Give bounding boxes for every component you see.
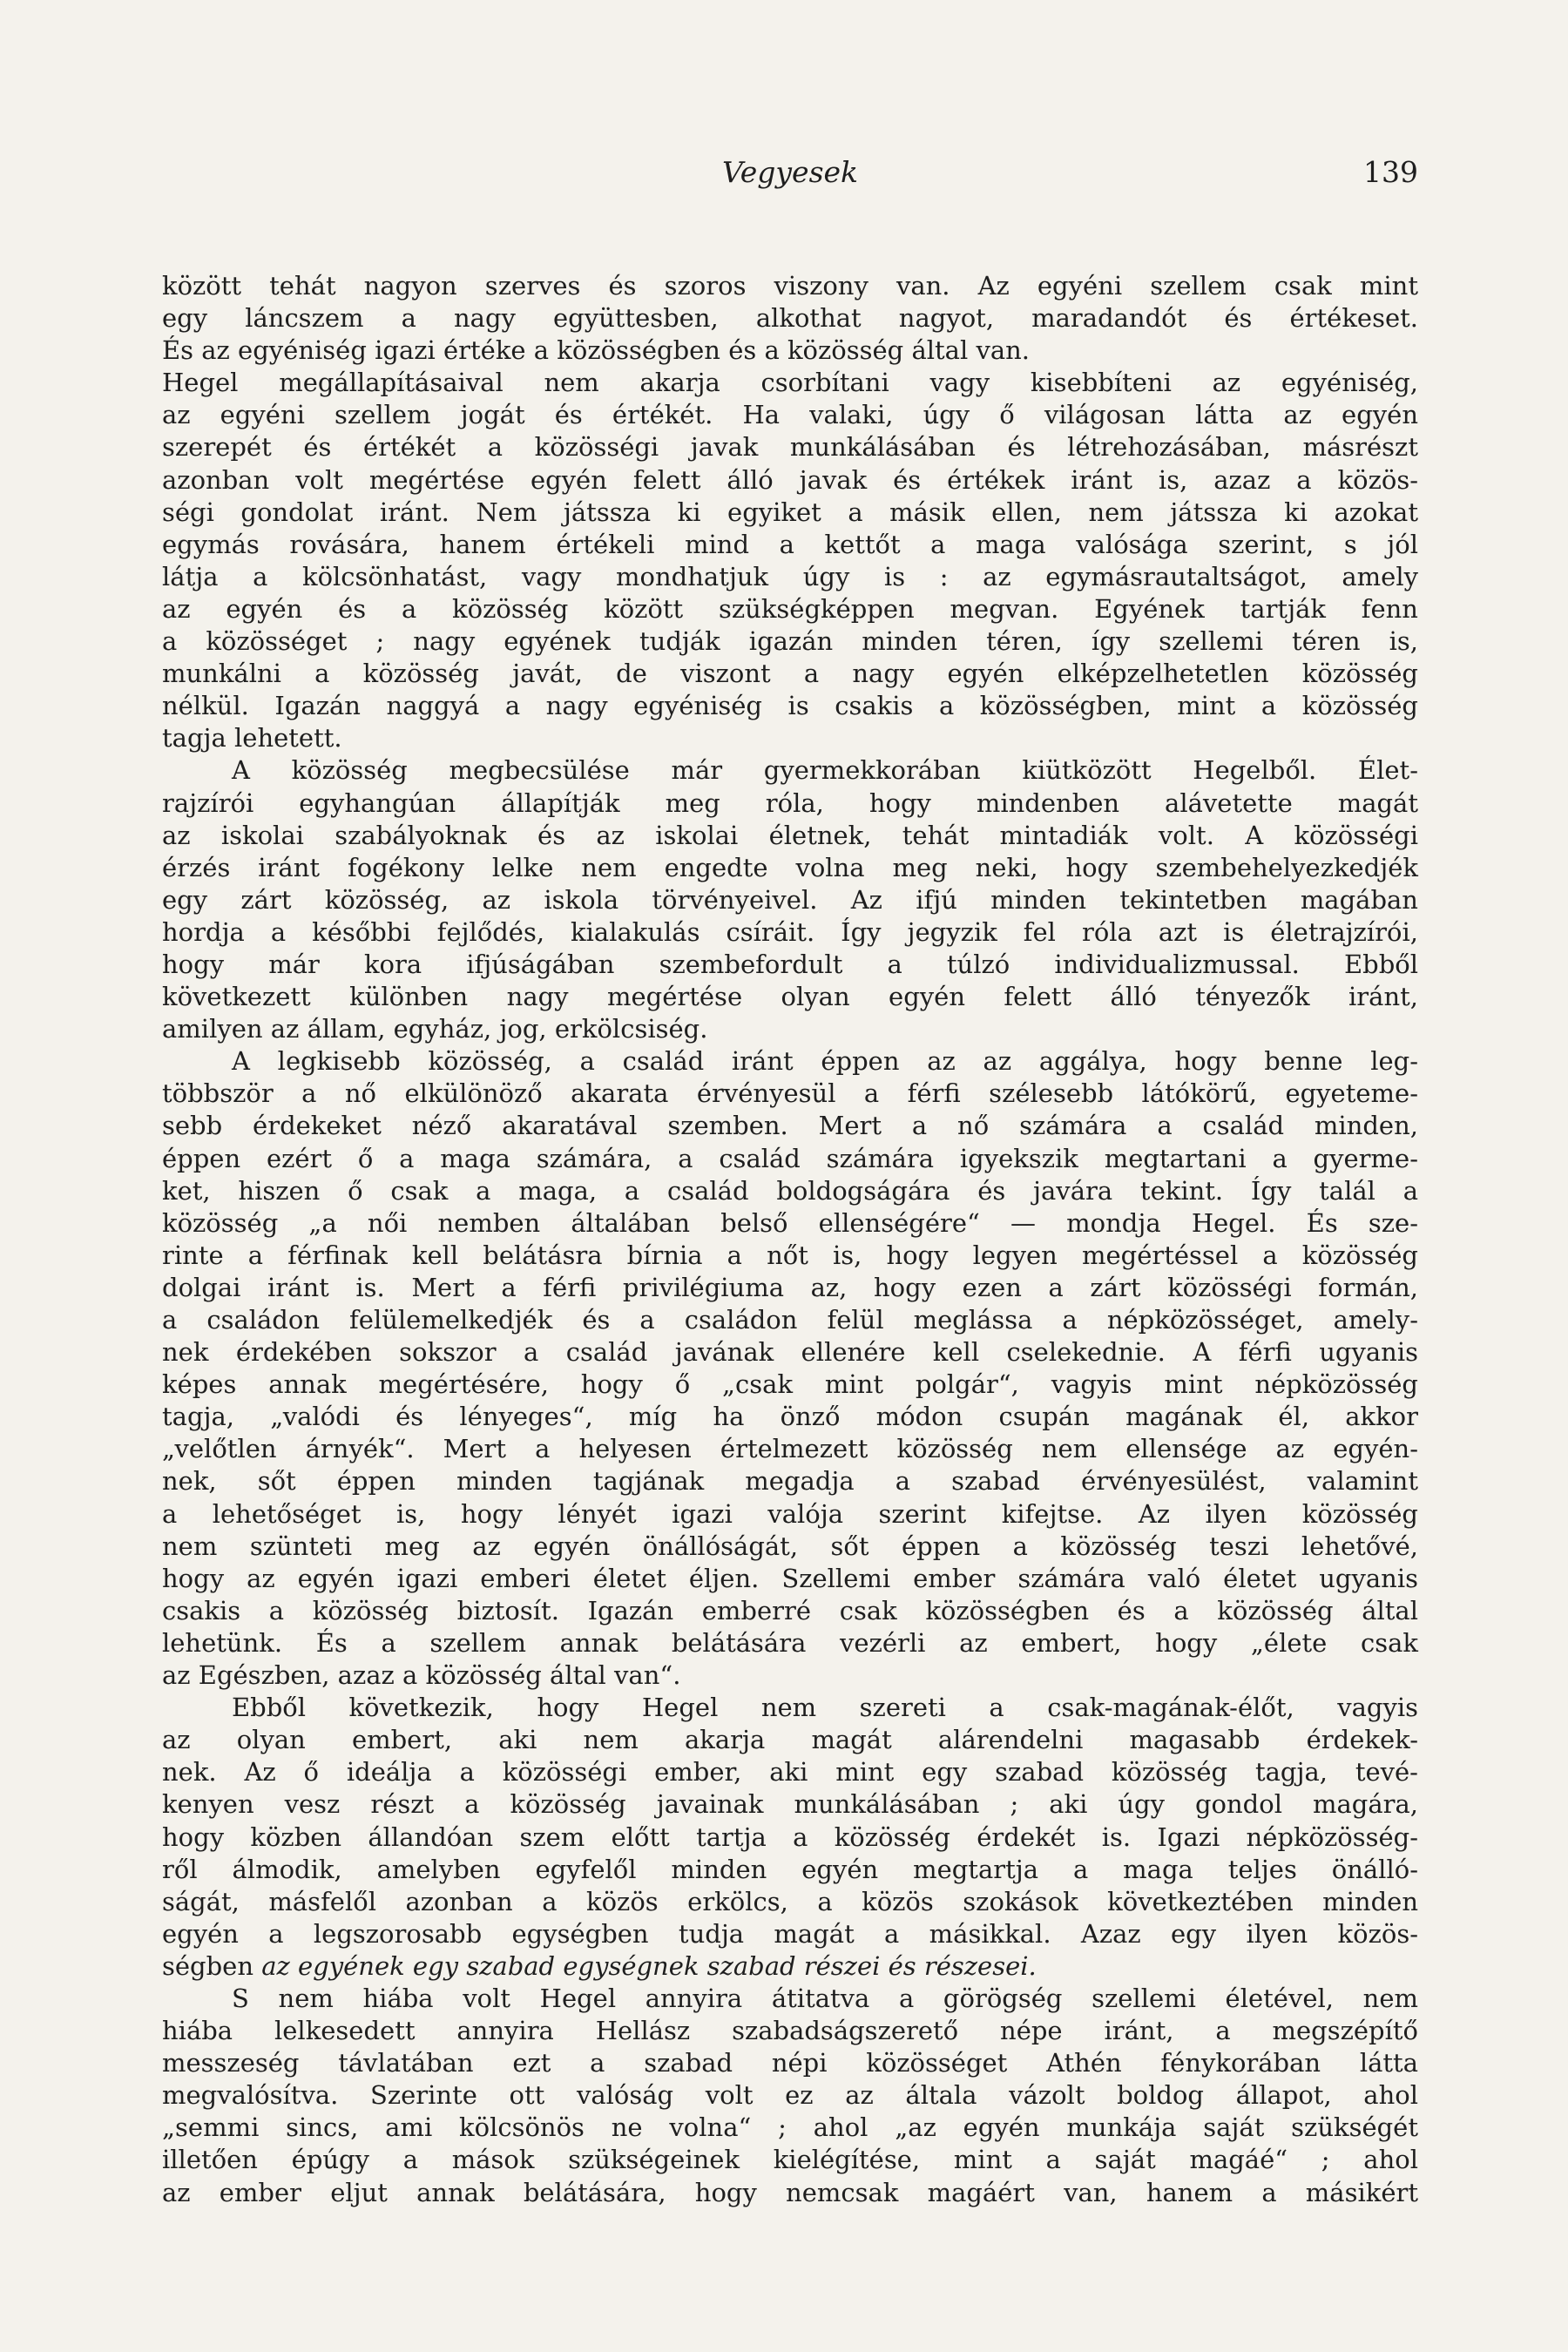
text-line-content: ről álmodik, amelyben egyfelől minden egyén megtartja a maga teljes önálló- — [162, 1854, 1418, 1884]
text-line-content: érzés iránt fogékony lelke nem engedte volna meg neki, hogy szembehelyezkedjék — [162, 852, 1418, 882]
text-line — [162, 1756, 1418, 1788]
text-line — [162, 1724, 1418, 1756]
text-line — [162, 1950, 1418, 1983]
text-line — [162, 1304, 1418, 1336]
text-line — [162, 2177, 1418, 2209]
text-line-content: rinte a férfinak kell belátásra bírnia a nőt is, hogy legyen megértéssel a közösség — [162, 1240, 1418, 1270]
text-line-content: nek. Az ő ideálja a közösségi ember, aki mint egy szabad közösség tagja, tevé- — [162, 1757, 1418, 1788]
text-line-content: megvalósítva. Szerinte ott valóság volt ez az általa vázolt boldog állapot, ahol — [162, 2080, 1418, 2111]
text-line — [162, 302, 1418, 335]
text-line — [162, 2015, 1418, 2047]
text-line-content: „semmi sincs, ami kölcsönös ne volna“ ; ahol „az egyén munkája saját szükségét — [162, 2112, 1418, 2143]
text-line — [162, 1918, 1418, 1950]
text-line — [162, 593, 1418, 625]
text-line-content: hogy közben állandóan szem előtt tartja a közösség érdekét is. Igazi népközösség- — [162, 1821, 1418, 1852]
text-line-content: látja a kölcsönhatást, vagy mondhatjuk úgy is : az egymásrautaltságot, amely — [162, 561, 1418, 591]
text-line — [162, 1045, 1418, 1078]
text-line-content: lehetünk. És a szellem annak belátására vezérli az embert, hogy „élete csak — [162, 1627, 1418, 1658]
text-line-content: hogy már kora ifjúságában szembefordult a túlzó individualizmussal. Ebből — [162, 949, 1418, 979]
text-line — [162, 625, 1418, 658]
text-line-content: A legkisebb közösség, a család iránt éppen az az aggálya, hogy benne leg- — [232, 1046, 1418, 1077]
page-header — [162, 155, 1418, 190]
text-line — [162, 1595, 1418, 1627]
text-line — [162, 2079, 1418, 2112]
text-line — [162, 1336, 1418, 1369]
text-line-content: sebb érdekeket néző akaratával szemben. Mert a nő számára a család minden, — [162, 1111, 1418, 1141]
body-text — [162, 270, 1418, 2209]
text-line — [162, 1886, 1418, 1918]
text-line — [162, 1659, 1418, 1692]
text-line-content: ket, hiszen ő csak a maga, a család boldogságára és javára tekint. Így talál a — [162, 1175, 1418, 1206]
text-line-content: egyén a legszorosabb egységben tudja magát a másikkal. Azaz egy ilyen közös- — [162, 1918, 1418, 1949]
text-line — [162, 1272, 1418, 1304]
text-line-content: A közösség megbecsülése már gyermekkorában kiütközött Hegelből. Élet- — [232, 755, 1418, 786]
text-line-content: ségi gondolat iránt. Nem játssza ki egyiket a másik ellen, nem játssza ki azokat — [162, 497, 1418, 527]
text-line — [162, 981, 1418, 1013]
text-line — [162, 1240, 1418, 1272]
text-line — [162, 1143, 1418, 1175]
text-line — [162, 399, 1418, 431]
text-line-content: Ebből következik, hogy Hegel nem szereti a csak-magának-élőt, vagyis — [232, 1693, 1418, 1723]
text-line — [162, 431, 1418, 463]
text-line-content: S nem hiába volt Hegel annyira átitatva a görögség szellemi életével, nem — [232, 1983, 1418, 2013]
text-line-content: hiába lelkesedett annyira Hellász szabadságszerető népe iránt, a megszépítő — [162, 2016, 1418, 2046]
text-line — [162, 1078, 1418, 1110]
text-line-content: azonban volt megértése egyén felett álló javak és értékek iránt is, azaz a közös- — [162, 464, 1418, 495]
text-line — [162, 2047, 1418, 2079]
text-line — [162, 497, 1418, 529]
text-line — [162, 1207, 1418, 1240]
text-line-content: hordja a későbbi fejlődés, kialakulás csíráit. Így jegyzik fel róla azt is életrajzírói, — [162, 916, 1418, 947]
text-line-content: az iskolai szabályoknak és az iskolai életnek, tehát mintadiák volt. A közösségi — [162, 820, 1418, 850]
text-line-content: nélkül. Igazán naggyá a nagy egyéniség is csakis a közösségben, mint a közösség — [162, 691, 1418, 721]
text-line — [162, 1563, 1418, 1595]
text-line — [162, 754, 1418, 787]
text-line-content: messzeség távlatában ezt a szabad népi közösséget Athén fénykorában látta — [162, 2048, 1418, 2078]
emphasized-text: az egyének egy szabad egységnek szabad részei és részesei. — [261, 1950, 1037, 1981]
text-line — [162, 820, 1418, 852]
text-line-content: egy láncszem a nagy együttesben, alkothat nagyot, maradandót és értékeset. — [162, 303, 1418, 334]
text-line-content: tagja, „valódi és lényeges“, míg ha önző módon csupán magának él, akkor — [162, 1402, 1418, 1432]
text-line-content: kenyen vesz részt a közösség javainak munkálásában ; aki úgy gondol magára, — [162, 1789, 1418, 1820]
text-line-content: És az egyéniség igazi értéke a közösségben és a közösség által van. — [162, 335, 1031, 366]
text-line-content: dolgai iránt is. Mert a férfi privilégiuma az, hogy ezen a zárt közösségi formán, — [162, 1272, 1418, 1302]
text-line-content: a családon felülemelkedjék és a családon felül meglássa a népközösséget, amely- — [162, 1305, 1418, 1335]
text-line-content: ségben — [162, 1950, 262, 1981]
text-line — [162, 464, 1418, 497]
text-line — [162, 2144, 1418, 2176]
text-line-content: a közösséget ; nagy egyének tudják igazán minden téren, így szellemi téren is, — [162, 626, 1418, 657]
text-line — [162, 884, 1418, 916]
text-line — [162, 1692, 1418, 1724]
text-line-content: következett különben nagy megértése olyan egyén felett álló tényezők iránt, — [162, 982, 1418, 1012]
text-line-content: illetően épúgy a mások szükségeinek kielégítése, mint a saját magáé“ ; ahol — [162, 2145, 1418, 2175]
text-line — [162, 1465, 1418, 1497]
text-line-content: nek, sőt éppen minden tagjának megadja a szabad érvényesülést, valamint — [162, 1466, 1418, 1497]
text-line-content: nem szünteti meg az egyén önállóságát, sőt éppen a közösség teszi lehetővé, — [162, 1531, 1418, 1561]
text-line-content: „velőtlen árnyék“. Mert a helyesen értelmezett közösség nem ellensége az egyén- — [162, 1434, 1418, 1464]
text-line-content: a lehetőséget is, hogy lényét igazi valója szerint kifejtse. Az ilyen közösség — [162, 1498, 1418, 1529]
text-line — [162, 1788, 1418, 1821]
text-line-content: az olyan embert, aki nem akarja magát alárendelni magasabb érdekek- — [162, 1725, 1418, 1755]
text-line-content: az egyéni szellem jogát és értékét. Ha valaki, úgy ő világosan látta az egyén — [162, 400, 1418, 430]
text-line — [162, 1175, 1418, 1207]
text-line — [162, 1433, 1418, 1465]
text-line — [162, 561, 1418, 593]
text-line-content: többször a nő elkülönöző akarata érvényesül a férfi szélesebb látókörű, egyeteme- — [162, 1078, 1418, 1109]
text-line-content: éppen ezért ő a maga számára, a család számára igyekszik megtartani a gyerme- — [162, 1143, 1418, 1173]
text-line — [162, 1821, 1418, 1854]
text-line — [162, 949, 1418, 981]
text-line-content: csakis a közösség biztosít. Igazán emberré csak közösségben és a közösség által — [162, 1595, 1418, 1625]
text-line — [162, 1110, 1418, 1142]
page-number: 139 — [1363, 155, 1418, 189]
text-line — [162, 1531, 1418, 1563]
text-line-content: az Egészben, azaz a közösség által van“. — [162, 1660, 681, 1691]
text-line-content: Hegel megállapításaival nem akarja csorbítani vagy kisebbíteni az egyéniség, — [162, 368, 1418, 398]
text-line-content: nek érdekében sokszor a család javának ellenére kell cselekednie. A férfi ugyanis — [162, 1337, 1418, 1368]
text-line-content: tagja lehetett. — [162, 723, 342, 754]
text-line — [162, 367, 1418, 399]
text-line-content: szerepét és értékét a közösségi javak munkálásában és létrehozásában, másrészt — [162, 432, 1418, 463]
text-line-content: rajzírói egyhangúan állapítják meg róla, hogy mindenben alávetette magát — [162, 787, 1418, 818]
text-line — [162, 916, 1418, 949]
text-line — [162, 1854, 1418, 1886]
text-line — [162, 690, 1418, 722]
text-line — [162, 335, 1418, 367]
text-line — [162, 1983, 1418, 2015]
text-line-content: munkálni a közösség javát, de viszont a nagy egyén elképzelhetetlen közösség — [162, 659, 1418, 689]
running-head: Vegyesek — [721, 155, 859, 189]
text-line — [162, 852, 1418, 884]
text-line — [162, 1401, 1418, 1433]
text-line — [162, 2112, 1418, 2144]
text-line-content: hogy az egyén igazi emberi életet éljen. Szellemi ember számára való életet ugyanis — [162, 1563, 1418, 1593]
text-line — [162, 1498, 1418, 1531]
text-line — [162, 270, 1418, 302]
text-line — [162, 529, 1418, 561]
text-line-content: ságát, másfelől azonban a közös erkölcs, a közös szokások következtében minden — [162, 1886, 1418, 1916]
text-line-content: közösség „a női nemben általában belső ellenségére“ — mondja Hegel. És sze- — [162, 1207, 1418, 1238]
text-line-content: az ember eljut annak belátására, hogy nemcsak magáért van, hanem a másikért — [162, 2177, 1418, 2207]
text-line-content: amilyen az állam, egyház, jog, erkölcsiség. — [162, 1014, 708, 1044]
text-line-content: az egyén és a közösség között szükségképpen megvan. Egyének tartják fenn — [162, 593, 1418, 624]
text-line — [162, 1369, 1418, 1401]
text-line-content: között tehát nagyon szerves és szoros viszony van. Az egyéni szellem csak mint — [162, 271, 1418, 301]
text-line-content: egy zárt közösség, az iskola törvényeivel. Az ifjú minden tekintetben magában — [162, 884, 1418, 915]
text-line-content: képes annak megértésére, hogy ő „csak mint polgár“, vagyis mint népközösség — [162, 1369, 1418, 1400]
text-line — [162, 787, 1418, 820]
text-line — [162, 1013, 1418, 1045]
text-line — [162, 1627, 1418, 1659]
text-line — [162, 658, 1418, 690]
text-line — [162, 722, 1418, 754]
text-line-content: egymás rovására, hanem értékeli mind a kettőt a maga valósága szerint, s jól — [162, 529, 1418, 559]
